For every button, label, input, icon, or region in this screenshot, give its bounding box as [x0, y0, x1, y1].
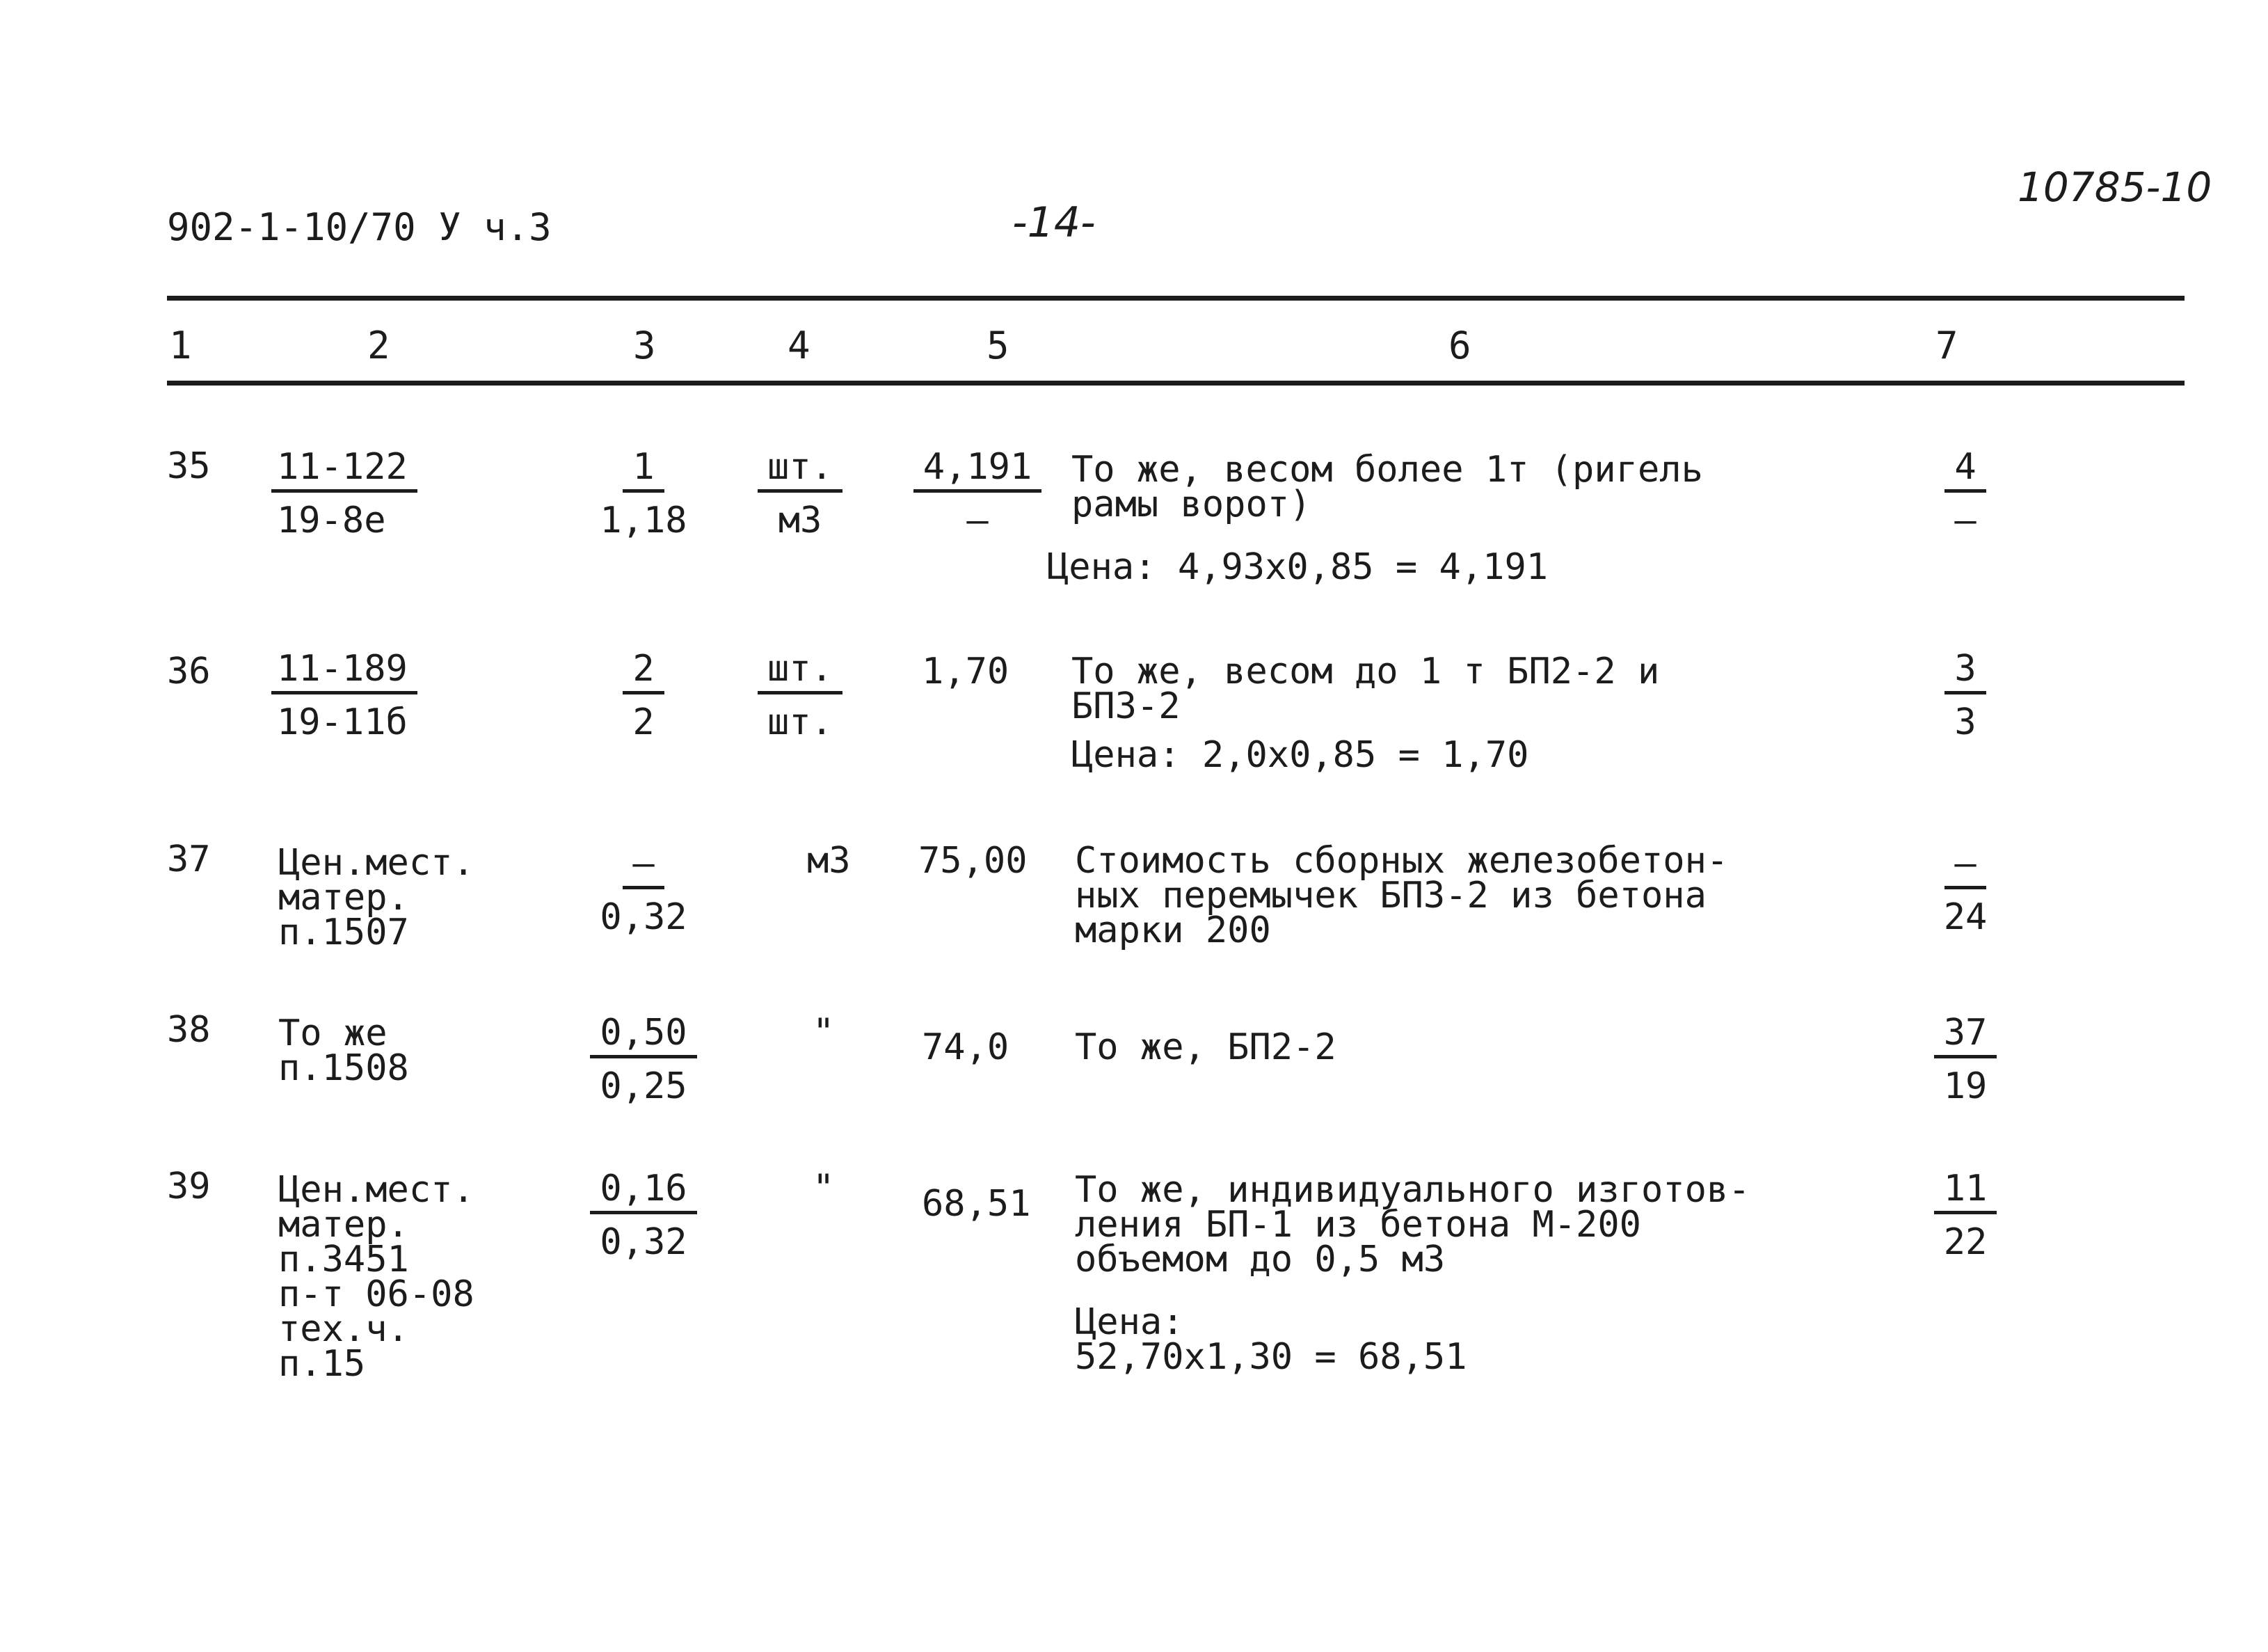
item-description: Стоимость сборных железобетон- ных перемычек БП3-2 из бетона марки 200 [1075, 840, 1729, 951]
norm-code: 11-189 19-11б [271, 651, 438, 740]
page-number: -14- [1012, 198, 1096, 247]
price-calculation: Цена: 4,93х0,85 = 4,191 [1047, 546, 1549, 588]
row-number: 36 [167, 651, 211, 692]
unit-ditto: " [813, 1011, 835, 1053]
total-fraction: $\frac{37}{19}$ [1906, 1015, 2025, 1104]
column-header-6: 6 [1448, 324, 1471, 367]
unit-price: 74,0 [922, 1026, 1009, 1068]
price-calculation: Цена: 52,70х1,30 = 68,51 [1075, 1301, 1467, 1378]
row-number: 35 [167, 445, 211, 487]
column-header-7: 7 [1935, 324, 1958, 367]
item-description: То же, весом более 1т (ригель рамы ворот) [1071, 449, 1703, 525]
norm-code: То же п.1508 [278, 1012, 409, 1089]
row-number: 39 [167, 1166, 211, 1207]
price-calculation: Цена: 2,0х0,85 = 1,70 [1071, 734, 1529, 776]
total-fraction: 4 – [1906, 449, 2025, 539]
column-header-2: 2 [367, 324, 390, 367]
column-header-5: 5 [987, 324, 1009, 367]
norm-code: 11-122 19-8е [271, 449, 438, 539]
archive-stamp: 10785-10 [2018, 164, 2212, 211]
item-description: То же, БП2-2 [1075, 1026, 1336, 1068]
unit-price: 75,00 [918, 840, 1028, 882]
quantity-fraction: $\frac{0,16}{0,32}$ [574, 1170, 713, 1260]
row-number: 38 [167, 1009, 211, 1051]
item-description: То же, индивидуального изготов- ления БП-1 из бетона М-200 объемом до 0,5 м3 [1075, 1169, 1750, 1280]
column-header-1: 1 [169, 324, 192, 367]
item-description: То же, весом до 1 т БП2-2 и БП3-2 [1071, 651, 1660, 727]
norm-code: Цен.мест. матер. п.1507 [278, 842, 474, 953]
quantity-fraction: $\frac{0,50}{0,25}$ [574, 1015, 713, 1104]
column-header-3: 3 [633, 324, 656, 367]
column-header-4: 4 [788, 324, 810, 367]
table-top-rule [167, 296, 2185, 301]
norm-code: Цен.мест. матер. п.3451 п-т 06-08 тех.ч. п.15 [278, 1169, 474, 1385]
quantity-fraction: $\frac{2}{2}$ [574, 651, 713, 740]
row-number: 37 [167, 839, 211, 880]
unit-ditto: " [813, 1167, 835, 1209]
unit-fraction: шт. м3 [744, 449, 856, 539]
unit-price-fraction: 4,191 – [894, 449, 1061, 539]
table-header-rule [167, 381, 2185, 386]
quantity-fraction: – 0,32 [600, 843, 687, 938]
quantity-fraction: $\frac{1}{1,18}$ [600, 446, 687, 541]
unit-fraction: шт. шт. [730, 651, 870, 740]
unit: м3 [807, 840, 851, 882]
total-fraction: – 24 [1943, 843, 1988, 938]
document-code: 902-1-10/70 У ч.3 [167, 205, 552, 249]
unit-price: 1,70 [922, 651, 1009, 692]
total-fraction: $\frac{11}{22}$ [1906, 1170, 2025, 1260]
unit-price: 68,51 [922, 1183, 1031, 1225]
total-fraction: $\frac{3}{3}$ [1906, 651, 2025, 740]
